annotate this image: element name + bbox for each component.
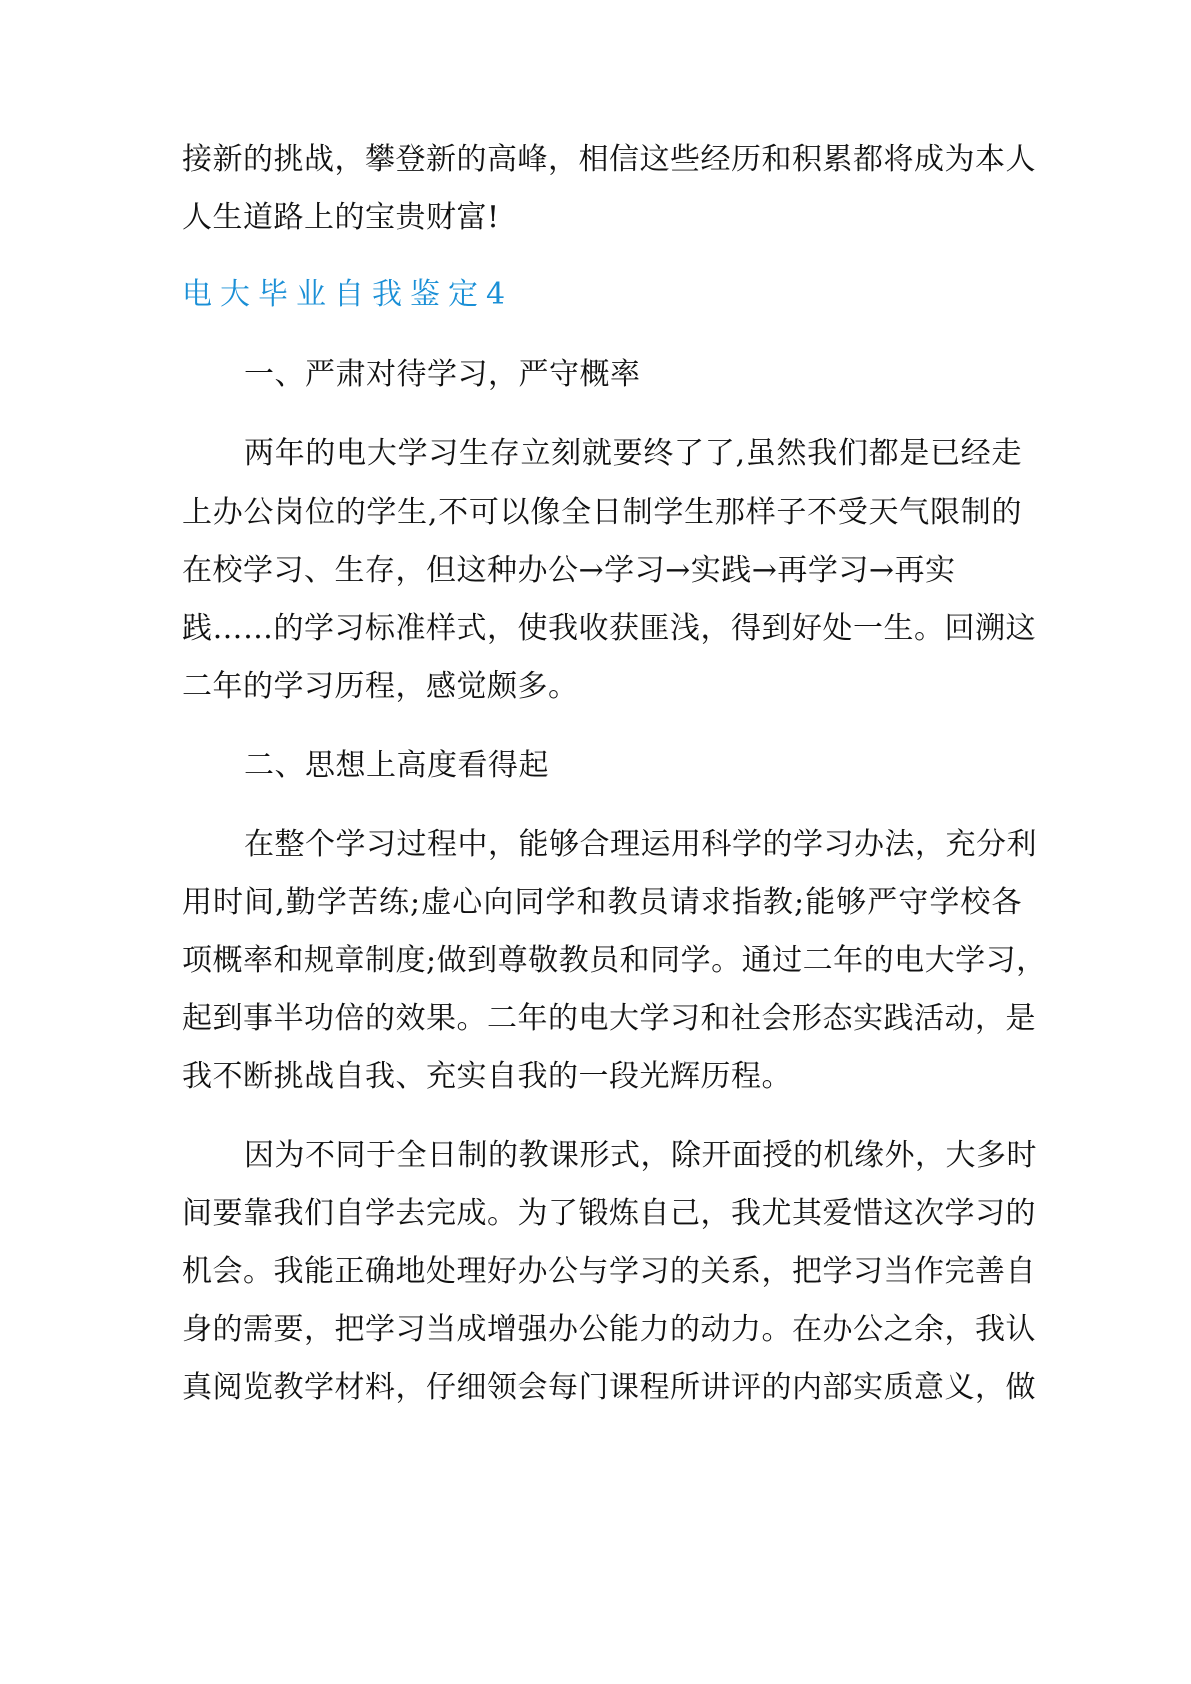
paragraph-1-line-4: 践……的学习标准样式，使我收获匪浅，得到好处一生。回溯这	[182, 611, 1036, 646]
paragraph-2-line-5: 我不断挑战自我、充实自我的一段光辉历程。	[182, 1059, 792, 1094]
paragraph-3-line-4: 身的需要，把学习当成增强办公能力的动力。在办公之余，我认	[182, 1312, 1036, 1347]
paragraph-3-line-2: 间要靠我们自学去完成。为了锻炼自己，我尤其爱惜这次学习的	[182, 1196, 1036, 1231]
paragraph-2-line-2: 用时间,勤学苦练;虚心向同学和教员请求指教;能够严守学校各	[182, 885, 1022, 920]
paragraph-2-line-4: 起到事半功倍的效果。二年的电大学习和社会形态实践活动，是	[182, 1001, 1036, 1036]
paragraph-1-line-2: 上办公岗位的学生,不可以像全日制学生那样子不受天气限制的	[182, 495, 1022, 530]
heading-1: 一、严肃对待学习，严守概率	[244, 357, 641, 392]
heading-2: 二、思想上高度看得起	[244, 748, 549, 783]
paragraph-1-line-1: 两年的电大学习生存立刻就要终了了,虽然我们都是已经走	[244, 436, 1022, 471]
paragraph-3-line-3: 机会。我能正确地处理好办公与学习的关系，把学习当作完善自	[182, 1254, 1036, 1289]
paragraph-1-line-3: 在校学习、生存，但这种办公→学习→实践→再学习→再实	[182, 553, 956, 588]
intro-line-2: 人生道路上的宝贵财富!	[182, 200, 500, 235]
intro-line-1: 接新的挑战，攀登新的高峰，相信这些经历和积累都将成为本人	[182, 142, 1036, 177]
section-title: 电大毕业自我鉴定4	[182, 277, 514, 312]
paragraph-3-line-1: 因为不同于全日制的教课形式，除开面授的机缘外，大多时	[244, 1138, 1037, 1173]
paragraph-3-line-5: 真阅览教学材料，仔细领会每门课程所讲评的内部实质意义，做	[182, 1370, 1036, 1405]
paragraph-2-line-1: 在整个学习过程中，能够合理运用科学的学习办法，充分利	[244, 827, 1037, 862]
paragraph-2-line-3: 项概率和规章制度;做到尊敬教员和同学。通过二年的电大学习，	[182, 943, 1047, 978]
paragraph-1-line-5: 二年的学习历程，感觉颇多。	[182, 669, 579, 704]
